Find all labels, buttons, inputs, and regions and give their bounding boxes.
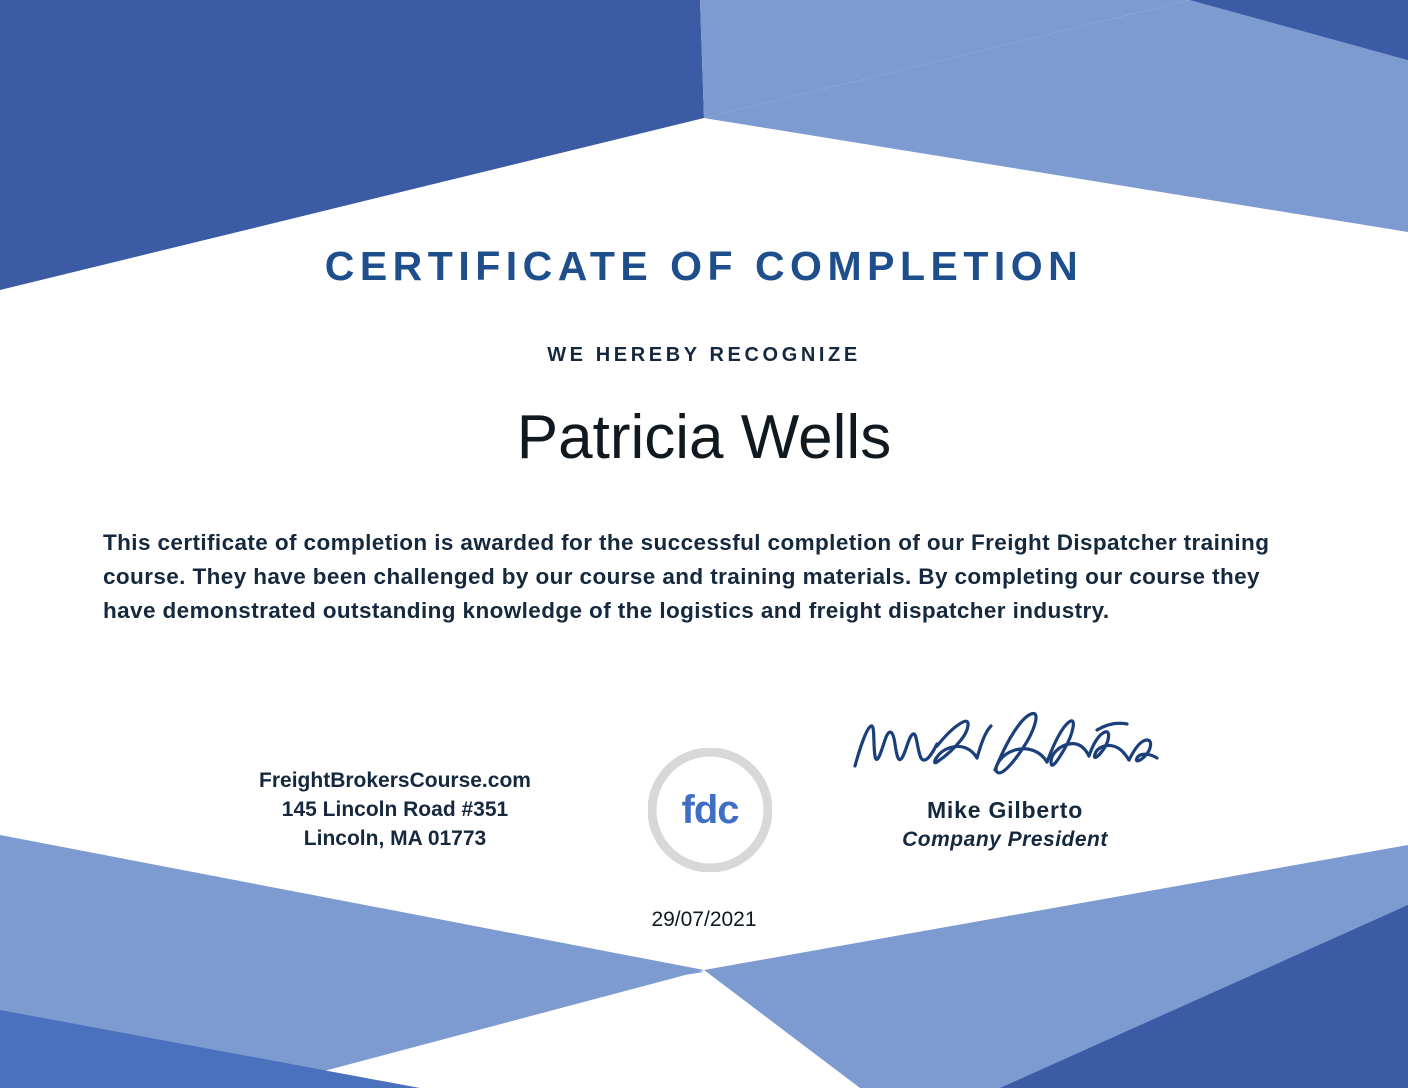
- signer-role: Company President: [902, 828, 1108, 851]
- signature-block: [830, 700, 1180, 852]
- certificate-body-text: This certificate of completion is awarded for the successful completion of our Freight Dispatcher training course. They have been challenged by our course and training materials. By completing our course they have demonstrated outstanding knowledge of the logistics and freight dispatcher industry.: [103, 530, 1270, 623]
- organization-city-state-zip: Lincoln, MA 01773: [303, 827, 487, 850]
- organization-street: 145 Lincoln Road #351: [281, 798, 509, 821]
- organization-website: FreightBrokersCourse.com: [259, 769, 531, 792]
- certificate-subtitle: WE HEREBY RECOGNIZE: [547, 344, 861, 366]
- organization-address: [150, 766, 640, 853]
- logo-text: fdc: [681, 787, 739, 832]
- fdc-logo: [648, 748, 772, 872]
- handwritten-signature-icon: [845, 700, 1165, 790]
- issue-date: 29/07/2021: [651, 908, 757, 931]
- signer-name: Mike Gilberto: [926, 797, 1084, 823]
- page-title: CERTIFICATE OF COMPLETION: [324, 243, 1084, 289]
- recipient-name: Patricia Wells: [516, 403, 892, 472]
